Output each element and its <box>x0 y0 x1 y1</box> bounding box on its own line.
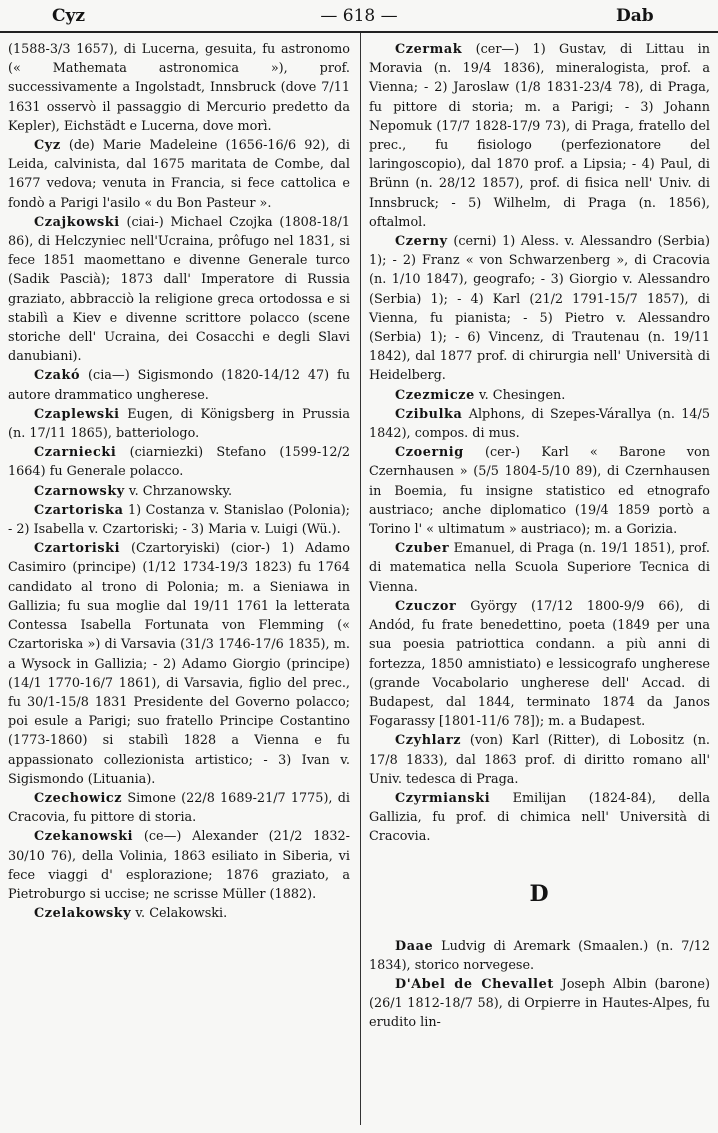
section-letter: D <box>529 880 550 907</box>
dictionary-entry <box>8 366 350 404</box>
entry-headword: Daae <box>395 938 434 954</box>
entry-headword: Czekanowski <box>34 829 134 845</box>
column-divider <box>360 33 361 1125</box>
entry-headword: Czermak <box>395 42 463 57</box>
dictionary-entry <box>8 136 350 213</box>
entry-headword: Czyhlarz <box>395 733 462 749</box>
entry-text: Joseph Albin (barone) (26/1 1812-18/7 58), di Orpierre in Hautes-Alpes, fu erudito lin- <box>369 976 710 1031</box>
entry-text: (Czartoryiski) (cior-) 1) Adamo Casimiro (principe) (1/12 1734-19/3 1823) fu 1764 candidato al trono di Polonia; m. a Sieniawa in Gallizia; fu sua moglie dal 19/11 1761 la letterata Contessa Isabella Fortunata von Flemming (« Czartoriska ») di Varsavia (31/3 1746-17/6 1835), m. a Wysock in Gallizia; - 2) Adamo Giorgio (principe) (14/1 1770-16/7 1861), di Varsavia, figlio del prec., fu 30/1-15/8 1831 Presidente del Governo polacco; poi esule a Parigi; suo fratello Principe Costantino (1773-1860) si stabilì 1828 a Vienna e fu appassionato collezionista artistico; - 3) Ivan v. Sigismondo (Lituania). <box>8 541 350 787</box>
entry-headword: Czartoriska <box>34 502 124 518</box>
entry-text: Alphons, di Szepes-Várallya (n. 14/5 1842), compos. di mus. <box>369 406 710 442</box>
entry-text: (de) Marie Madeleine (1656-16/6 92), di Leida, calvinista, dal 1675 maritata de Combe, dal 1677 vedova; venuta in Francia, si fece cattolica e fondò a Parigi l'asilo « du Bon Pasteur ». <box>8 138 350 211</box>
page-number: — 618 — <box>320 6 398 26</box>
entry-text: Emanuel, di Praga (n. 19/1 1851), prof. di matematica nella Scuola Superiore Tecnica di Vienna. <box>369 541 710 595</box>
entry-text: Eugen, di Königsberg in Prussia (n. 17/11 1865), batteriologo. <box>8 406 350 442</box>
entry-text: (ciai-) Michael Czojka (1808-18/1 86), di Helczyniec nell'Ucraina, prôfugo nel 1831, si fece 1851 maomettano e divenne Generale turco (Sadik Pascià); 1873 dall' Imperatore di Russia graziato, abbracciò la religione greca ortodossa e si stabilì a Kiev e divenne scrittore polacco (scene storiche dell' Ucraina, dei Cosacchi e degli Slavi danubiani). <box>8 214 350 365</box>
dictionary-entry <box>8 789 350 827</box>
entry-text: (von) Karl (Ritter), di Lobositz (n. 17/8 1833), dal 1863 prof. di diritto romano all' Univ. tedesca di Praga. <box>369 733 710 787</box>
dictionary-entry <box>369 405 710 443</box>
entry-text: Emilijan (1824-84), della Gallizia, fu prof. di chimica nell' Università di Cracovia. <box>369 790 710 845</box>
left-column <box>8 40 350 923</box>
dictionary-entry <box>8 40 350 136</box>
entry-headword: Czarnowsky <box>34 483 125 499</box>
entry-headword: Czarniecki <box>34 445 117 461</box>
entry-headword: Czuczor <box>395 598 457 614</box>
dictionary-entry <box>369 232 710 386</box>
dictionary-entry <box>369 789 710 847</box>
entry-headword: Czoernig <box>395 445 464 461</box>
entry-text: (ce—) Alexander (21/2 1832-30/10 76), della Volinia, 1863 esiliato in Siberia, vi fece viaggi d' esplorazione; 1876 graziato, a Pietroburgo si uccise; ne scrisse Müller (1882). <box>8 829 350 902</box>
dictionary-entry <box>369 597 710 731</box>
entry-headword: Czaplewski <box>34 406 120 422</box>
header-rule <box>0 31 718 33</box>
entry-headword: Cyz <box>34 138 61 154</box>
entry-headword: Czyrmianski <box>395 790 491 806</box>
entry-text: György (17/12 1800-9/9 66), di Andód, fu frate benedettino, poeta (1849 per una sua poesia patriottica condann. a più anni di fortezza, 1850 amnistiato) e lessicografo ungherese (grande Vocabolario ungherese dell' Accad. di Budapest, dal 1844, terminato 1874 da Janos Fogarassy [1801-11/6 78]); m. a Budapest. <box>369 598 710 730</box>
header-left-guideword: Cyz <box>52 6 86 26</box>
dictionary-entry <box>8 827 350 904</box>
entry-headword: Czakó <box>34 368 81 384</box>
entry-text: v. Chrzanowsky. <box>124 483 233 499</box>
dictionary-entry <box>8 904 350 923</box>
dictionary-entry <box>8 501 350 539</box>
entry-text: (ciarniezki) Stefano (1599-12/2 1664) fu Generale polacco. <box>8 445 350 480</box>
entry-text: (cer—) 1) Gustav, di Littau in Moravia (n. 19/4 1836), mineralogista, prof. a Vienna; - 2) Jaroslaw (1/8 1831-23/4 78), di Praga, fu pittore di storia; m. a Parigi; - 3) Johann Nepomuk (17/7 1828-17/9 73), di Praga, fratello del prec., fu fisiologo (perfezionatore del laringoscopio), dal 1870 prof. a Lipsia; - 4) Paul, di Brünn (n. 28/12 1857), prof. di fisica nell' Univ. di Innsbruck; - 5) Wilhelm, di Praga (n. 1856), oftalmol. <box>369 42 710 230</box>
header-right-guideword: Dab <box>616 6 654 26</box>
entry-headword: Czajkowski <box>34 214 120 230</box>
dictionary-entry <box>8 539 350 789</box>
entry-text: (cerni) 1) Aless. v. Alessandro (Serbia) 1); - 2) Franz « von Schwarzenberg », di Cracovia (n. 1/10 1847), geografo; - 3) Giorgio v. Alessandro (Serbia) 1); - 4) Karl (21/2 1791-15/7 1857), di Vienna, fu pianista; - 5) Pietro v. Alessandro (Serbia) 1); - 6) Vincenz, di Trautenau (n. 19/11 1842), dal 1877 prof. di chirurgia nell' Università di Heidelberg. <box>369 234 710 384</box>
entry-text: 1) Costanza v. Stanislao (Polonia); - 2) Isabella v. Czartoriski; - 3) Maria v. Luigi (Wü.). <box>8 502 350 538</box>
dictionary-entry <box>369 539 710 597</box>
entry-text: (1588-3/3 1657), di Lucerna, gesuita, fu astronomo (« Mathemata astronomica »), prof. successivamente a Ingolstadt, Innsbruck (dove 7/11 1631 osservò il passaggio di Mercurio predetto da Kepler), Eichstädt e Lucerna, dove morì. <box>8 42 350 134</box>
entry-headword: Czelakowsky <box>34 906 132 922</box>
entry-headword: Czuber <box>395 541 450 557</box>
dictionary-entry <box>369 975 710 1033</box>
entry-text: Ludvig di Aremark (Smaalen.) (n. 7/12 1834), storico norvegese. <box>369 938 710 973</box>
dictionary-entry <box>369 386 710 405</box>
entry-headword: Czerny <box>395 234 448 250</box>
entry-text: v. Chesingen. <box>474 387 566 403</box>
entry-headword: Czibulka <box>395 406 463 422</box>
entry-headword: Czezmicze <box>395 387 475 403</box>
entry-headword: Czechowicz <box>34 790 123 806</box>
dictionary-entry <box>8 405 350 443</box>
dictionary-entry <box>8 482 350 501</box>
dictionary-entry <box>369 40 710 232</box>
dictionary-entry <box>8 213 350 367</box>
dictionary-entry <box>369 731 710 789</box>
entry-text: Simone (22/8 1689-21/7 1775), di Cracovia, fu pittore di storia. <box>8 790 350 826</box>
entry-text: (cer-) Karl « Barone von Czernhausen » (5/5 1804-5/10 89), di Czernhausen in Boemia, fu insigne statistico ed etnografo austriaco; anche diplomatico (19/4 1859 portò a Torino l' « ultimatum » austriaco); m. a Gorizia. <box>369 445 710 538</box>
dictionary-entry <box>8 443 350 481</box>
entry-headword: D'Abel de Chevallet <box>395 976 554 992</box>
entry-headword: Czartoriski <box>34 541 121 557</box>
entry-text: (cia—) Sigismondo (1820-14/12 47) fu autore drammatico ungherese. <box>8 368 350 403</box>
right-column <box>369 40 710 1033</box>
dictionary-entry <box>369 443 710 539</box>
running-head <box>0 6 718 30</box>
entry-text: v. Celakowski. <box>131 906 228 922</box>
dictionary-entry <box>369 937 710 975</box>
